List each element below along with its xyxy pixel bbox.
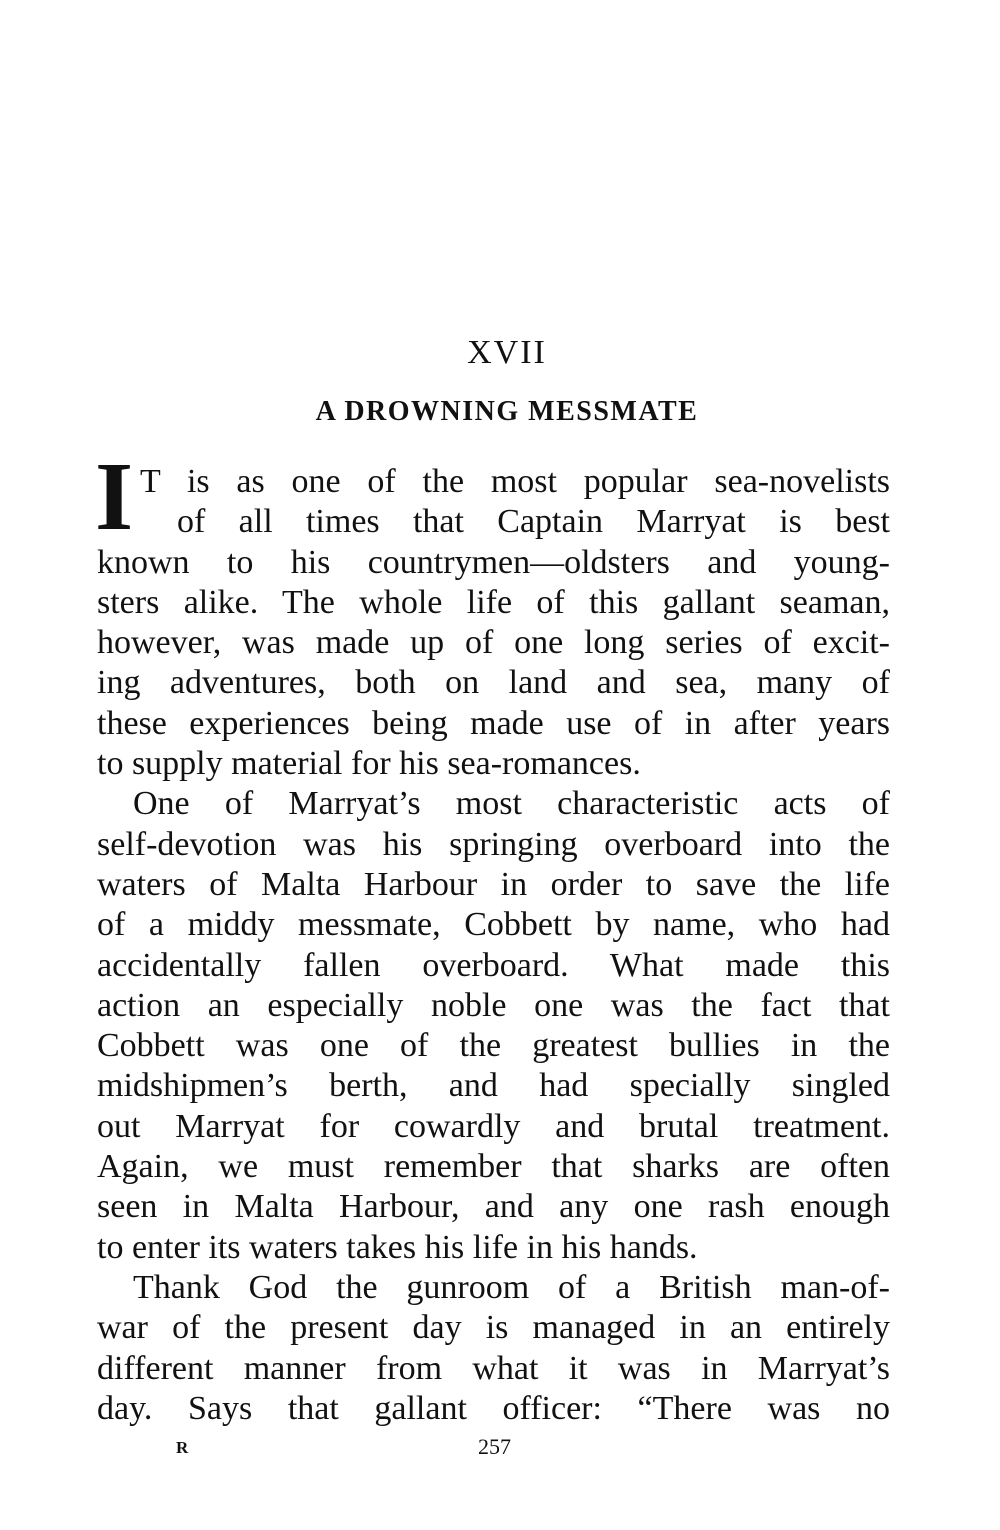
body-text: [97, 462, 890, 1429]
text-line-content: T is as one of the most popular sea-novelists: [140, 463, 890, 500]
text-line: [97, 704, 890, 744]
text-line-content: however, was made up of one long series of excit-: [97, 624, 890, 662]
text-line-content: different manner from what it was in Marryat’s: [97, 1349, 890, 1387]
text-line-content: ing adventures, both on land and sea, many of: [97, 664, 890, 702]
text-line: [97, 1389, 890, 1429]
chapter-number: XVII: [467, 334, 547, 371]
text-line-content: day. Says that gallant officer: “There was no: [97, 1389, 890, 1427]
text-line: [97, 1066, 890, 1106]
text-line: [97, 784, 890, 824]
text-line-content: self-devotion was his springing overboard into the: [97, 825, 890, 863]
text-line: [97, 1308, 890, 1348]
text-line: [97, 1187, 890, 1227]
text-line-content: of all times that Captain Marryat is best: [177, 503, 890, 541]
text-line-content: sters alike. The whole life of this gallant seaman,: [97, 583, 890, 621]
text-line-content: Cobbett was one of the greatest bullies in the: [97, 1027, 890, 1065]
text-line-content: action an especially noble one was the fact that: [97, 986, 890, 1024]
text-line: [97, 986, 890, 1026]
text-line: [97, 583, 890, 623]
text-line-content: of a middy messmate, Cobbett by name, who had: [97, 906, 890, 944]
text-line-content: accidentally fallen overboard. What made this: [97, 946, 890, 984]
text-line: [97, 502, 890, 542]
text-line: [97, 1349, 890, 1389]
text-line: [97, 865, 890, 905]
page-number: 257: [478, 1434, 511, 1459]
text-line: [97, 825, 890, 865]
text-line-content: midshipmen’s berth, and had specially singled: [97, 1067, 890, 1105]
text-line: [97, 1268, 890, 1308]
text-line: [97, 1147, 890, 1187]
text-line: [97, 905, 890, 945]
text-line: [97, 543, 890, 583]
text-line: [97, 462, 890, 502]
text-line: [97, 1107, 890, 1147]
text-line-content: waters of Malta Harbour in order to save the life: [97, 865, 890, 903]
text-line-content: Thank God the gunroom of a British man-of-: [133, 1268, 890, 1306]
chapter-title: A DROWNING MESSMATE: [315, 396, 699, 427]
signature-mark: R: [176, 1438, 189, 1457]
text-line-content: to enter its waters takes his life in his hands.: [97, 1228, 698, 1266]
text-line-content: seen in Malta Harbour, and any one rash enough: [97, 1188, 890, 1226]
text-line: [97, 946, 890, 986]
text-line: [97, 1026, 890, 1066]
text-line-content: known to his countrymen—oldsters and young-: [97, 543, 890, 581]
text-line: [97, 1228, 890, 1268]
text-line-content: One of Marryat’s most characteristic acts of: [133, 785, 890, 823]
text-line: [97, 623, 890, 663]
text-line: [97, 744, 890, 784]
text-line-content: these experiences being made use of in after years: [97, 704, 890, 742]
text-line-content: Again, we must remember that sharks are often: [97, 1148, 890, 1186]
text-line-content: war of the present day is managed in an entirely: [97, 1309, 890, 1347]
text-line-content: to supply material for his sea-romances.: [97, 745, 641, 783]
text-line-content: out Marryat for cowardly and brutal treatment.: [97, 1107, 890, 1145]
text-line: [97, 663, 890, 703]
drop-cap: I: [95, 443, 134, 551]
